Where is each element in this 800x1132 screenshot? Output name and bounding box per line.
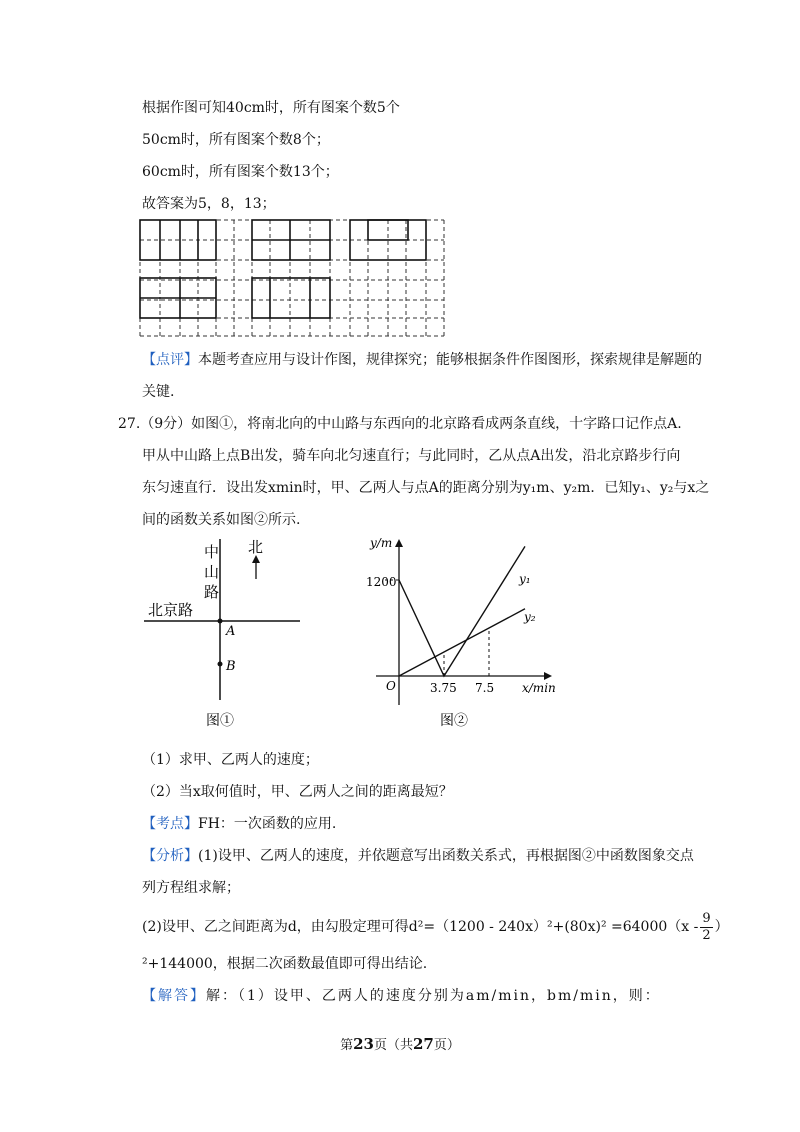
figure-2-caption: 图② [440, 713, 468, 729]
kaodian-line [142, 814, 336, 834]
point-b-dot [218, 662, 223, 667]
x-tick-7-5: 7.5 [475, 681, 495, 695]
series-line-1 [399, 546, 525, 676]
point-b-label: B [226, 659, 236, 674]
page-footer [0, 1034, 800, 1053]
question-2: （2）当x取何值时，甲、乙两人之间的距离最短？ [142, 784, 453, 800]
north-label: 北 [248, 538, 264, 556]
kaodian-tag: 【考点】 [142, 816, 198, 832]
figure-1-road-map [140, 535, 305, 735]
q27-line-1: 27.（9分）如图①，将南北向的中山路与东西向的北京路看成两条直线，十字路口记作点A. [118, 416, 682, 432]
footer-mid: 页（共 [373, 1038, 413, 1053]
fraction-numerator: 9 [702, 910, 711, 926]
fenxi-line-3 [142, 910, 729, 944]
jieda-text: 解：（1）设甲、乙两人的速度分别为am/min，bm/min，则： [206, 988, 661, 1004]
answer-line-3: 60cm时，所有图案个数13个； [142, 164, 339, 180]
zhongshan-char-1: 中 [204, 543, 220, 561]
x-tick-3-75: 3.75 [430, 681, 457, 695]
y-axis-label: y/m [370, 536, 393, 550]
footer-page-number: 23 [353, 1035, 374, 1053]
x-axis-arrow-icon [544, 672, 552, 680]
review-text-1: 本题考查应用与设计作图，规律探究；能够根据条件作图图形，探索规律是解题的 [198, 352, 702, 368]
footer-pre: 第 [340, 1038, 354, 1053]
answer-line-1: 根据作图可知40cm时，所有图案个数5个 [142, 100, 400, 116]
y-axis-arrow-icon [395, 539, 403, 547]
y-tick-1200: 1200 [366, 575, 397, 589]
zhongshan-char-2: 山 [204, 563, 220, 581]
figure-2-chart [346, 535, 566, 735]
review-line-2: 关键. [142, 384, 175, 400]
fenxi-line-4: ²+144000，根据二次函数最值即可得出结论. [142, 956, 428, 972]
fenxi-line-2: 列方程组求解； [142, 880, 240, 896]
review-tag: 【点评】 [142, 352, 198, 368]
fraction-denominator: 2 [702, 927, 711, 943]
beijing-road-label: 北京路 [148, 601, 194, 619]
fenxi-tag: 【分析】 [142, 848, 198, 864]
x-axis-label: x/min [522, 681, 556, 695]
review-line-1 [142, 350, 702, 370]
question-1: （1）求甲、乙两人的速度； [142, 752, 319, 768]
fenxi-text-3a: (2)设甲、乙之间距离为d，由勾股定理可得d²=（1200 - 240x）²+(80x)² =64000（x - [142, 919, 699, 935]
fenxi-line-1 [142, 846, 694, 866]
kaodian-text: FH：一次函数的应用. [198, 816, 337, 832]
answer-line-4: 故答案为5，8，13； [142, 196, 276, 212]
footer-total-pages: 27 [413, 1035, 434, 1053]
q27-line-3: 东匀速直行．设出发xmin时，甲、乙两人与点A的距离分别为y₁m、y₂m．已知y₁、y₂与x之 [142, 480, 710, 496]
answer-line-2: 50cm时，所有图案个数8个； [142, 132, 330, 148]
figure-1-caption: 图① [206, 713, 234, 729]
grid-pattern-figure [138, 218, 448, 340]
series-y1-label: y₁ [519, 572, 531, 586]
q27-line-4: 间的函数关系如图②所示. [142, 512, 301, 528]
point-a-dot [218, 619, 223, 624]
origin-label: O [386, 679, 396, 693]
fraction-9-over-2 [700, 911, 712, 944]
jieda-line [142, 986, 661, 1006]
jieda-tag: 【解答】 [142, 988, 206, 1004]
fenxi-text-3b: ） [714, 919, 729, 935]
fenxi-text-1: (1)设甲、乙两人的速度，并依题意写出函数关系式，再根据图②中函数图象交点 [198, 848, 694, 864]
zhongshan-char-3: 路 [204, 583, 220, 601]
footer-post: 页） [433, 1038, 460, 1053]
q27-line-2: 甲从中山路上点B出发，骑车向北匀速直行；与此同时，乙从点A出发，沿北京路步行向 [142, 448, 681, 464]
point-a-label: A [226, 624, 236, 639]
series-y2-label: y₂ [524, 610, 536, 624]
